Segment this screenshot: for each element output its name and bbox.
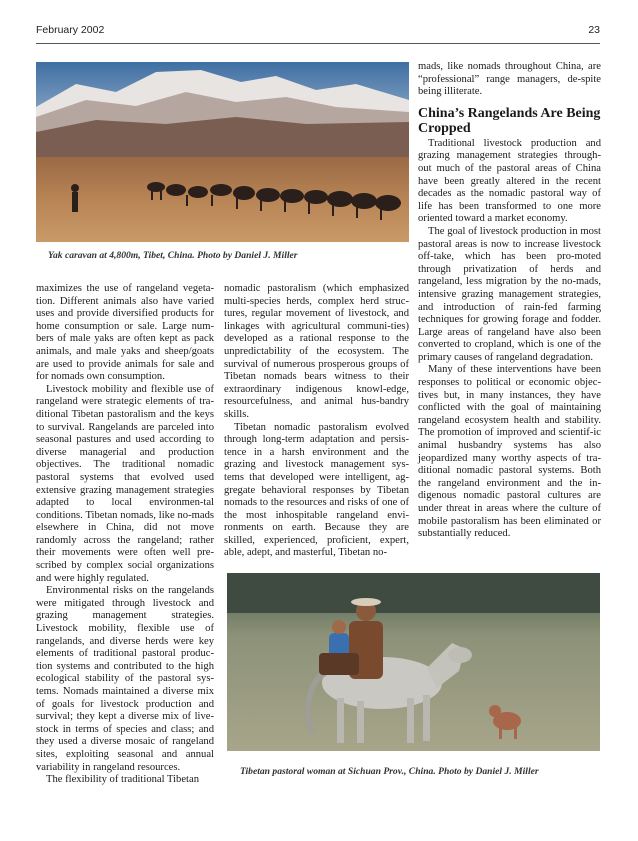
- paragraph: The goal of livestock production in most pastoral areas is now to increase livestock off-take, which has been pro-moted through privatization of herds and rangeland, less migration by the no-mads, intensive grazing management strategies, and introduction of rain-fed farming techniques for growing forage and fodder. Large areas of rangeland have also been converted to cropland, which is one of the primary causes of rangeland degradation.: [418, 225, 601, 363]
- top-photo-caption: Yak caravan at 4,800m, Tibet, China. Photo by Daniel J. Miller: [48, 250, 298, 261]
- section-heading: China’s Rangelands Are Being Cropped: [418, 105, 601, 136]
- paragraph: nomadic pastoralism (which emphasized multi-species herds, complex herd struc-tures, regular movement of livestock, and linkages with agricultural communi-ties) developed as a rational response to the unpredictability of the ecosystem. The survival of numerous prosperous groups of Tibetan nomads bears witness to their extraordinary indigenous knowl-edge, resourcefulness, and animal hus-bandry skills.: [224, 283, 409, 420]
- paragraph: Tibetan nomadic pastoralism evolved through long-term adaptation and persis-tence in a harsh environment and the grazing and livestock management sys-tems that developed were intelligent, ag-gregate behavioral responses by Tibetan nomads to the resources and risks of one of the most inhospitable rangeland envi-ronments on earth. Because they are skilled, experienced, proficient, expert, able, adept, and masterful, Tibetan no-: [224, 421, 409, 559]
- paragraph: Traditional livestock production and grazing management strategies through-out much of the pastoral areas of China have been greatly altered in the recent decades as the nomadic pastoral way of life has been transformed to one more oriented toward a market economy.: [418, 137, 601, 225]
- paragraph: The flexibility of traditional Tibetan: [46, 774, 199, 786]
- pastoral-woman-photo: [227, 573, 600, 751]
- bottom-photo-caption: Tibetan pastoral woman at Sichuan Prov., China. Photo by Daniel J. Miller: [240, 766, 539, 777]
- header-rule: [36, 43, 600, 44]
- paragraph: mads, like nomads throughout China, are “professional” range managers, de-spite being illiterate.: [418, 61, 601, 98]
- text-column-1: [36, 283, 214, 787]
- page-number: 23: [588, 24, 600, 36]
- paragraph: Livestock mobility and flexible use of rangeland were strategic elements of tra-ditional Tibetan pastoralism and the keys to survival. Rangelands are parceled into seasonal pastures and used according to diverse managerial and production objectives. The traditional nomadic pastoral systems that evolved used extensive grazing management strategies adapted to local environmen-tal conditions. Tibetan nomads, like no-mads elsewhere in China, did not move randomly across the rangeland; rather their movements were often well pre-scribed by complex social organizations and were highly regulated.: [36, 383, 214, 584]
- paragraph: Environmental risks on the rangelands were mitigated through livestock and grazing management strategies. Livestock mobility, flexible use of rangelands, and diverse herds were key elements of traditional pastoral produc-tion systems and contributed to the high ecological stability of the pastoral sys-tems. Nomads maintained a diverse mix of goals for livestock production and survival; they kept a diverse mix of live-stock in terms of species and class; and they used a diverse mosaic of rangeland sites, exploiting seasonal and annual variability in rangeland resources.: [36, 585, 214, 773]
- running-header-date: February 2002: [36, 24, 105, 36]
- yak-caravan-photo: [36, 62, 409, 242]
- paragraph: maximizes the use of rangeland vegeta-tion. Different animals also have varied uses and provide diversified products for home consumption or sale. Large num-bers of male yaks are often kept as pack animals, and male yaks and sheep/goats are used to provide animals for sale and for nomads own consumption.: [36, 283, 214, 383]
- paragraph: Many of these interventions have been responses to political or economic objec-tives but, in many instances, they have conflicted with the goal of maintaining rangeland ecosystem health and stability. The promotion of improved and scientif-ic animal husbandry systems has also jeopardized many worthy aspects of tra-ditional nomadic pastoral systems. Both the rangeland environment and the in-digenous nomadic pastoral cultures are under threat in areas where the culture of mobile pastoralism has been eliminated or substantially reduced.: [418, 364, 601, 540]
- text-column-3: [418, 61, 601, 541]
- text-column-2: [224, 283, 409, 560]
